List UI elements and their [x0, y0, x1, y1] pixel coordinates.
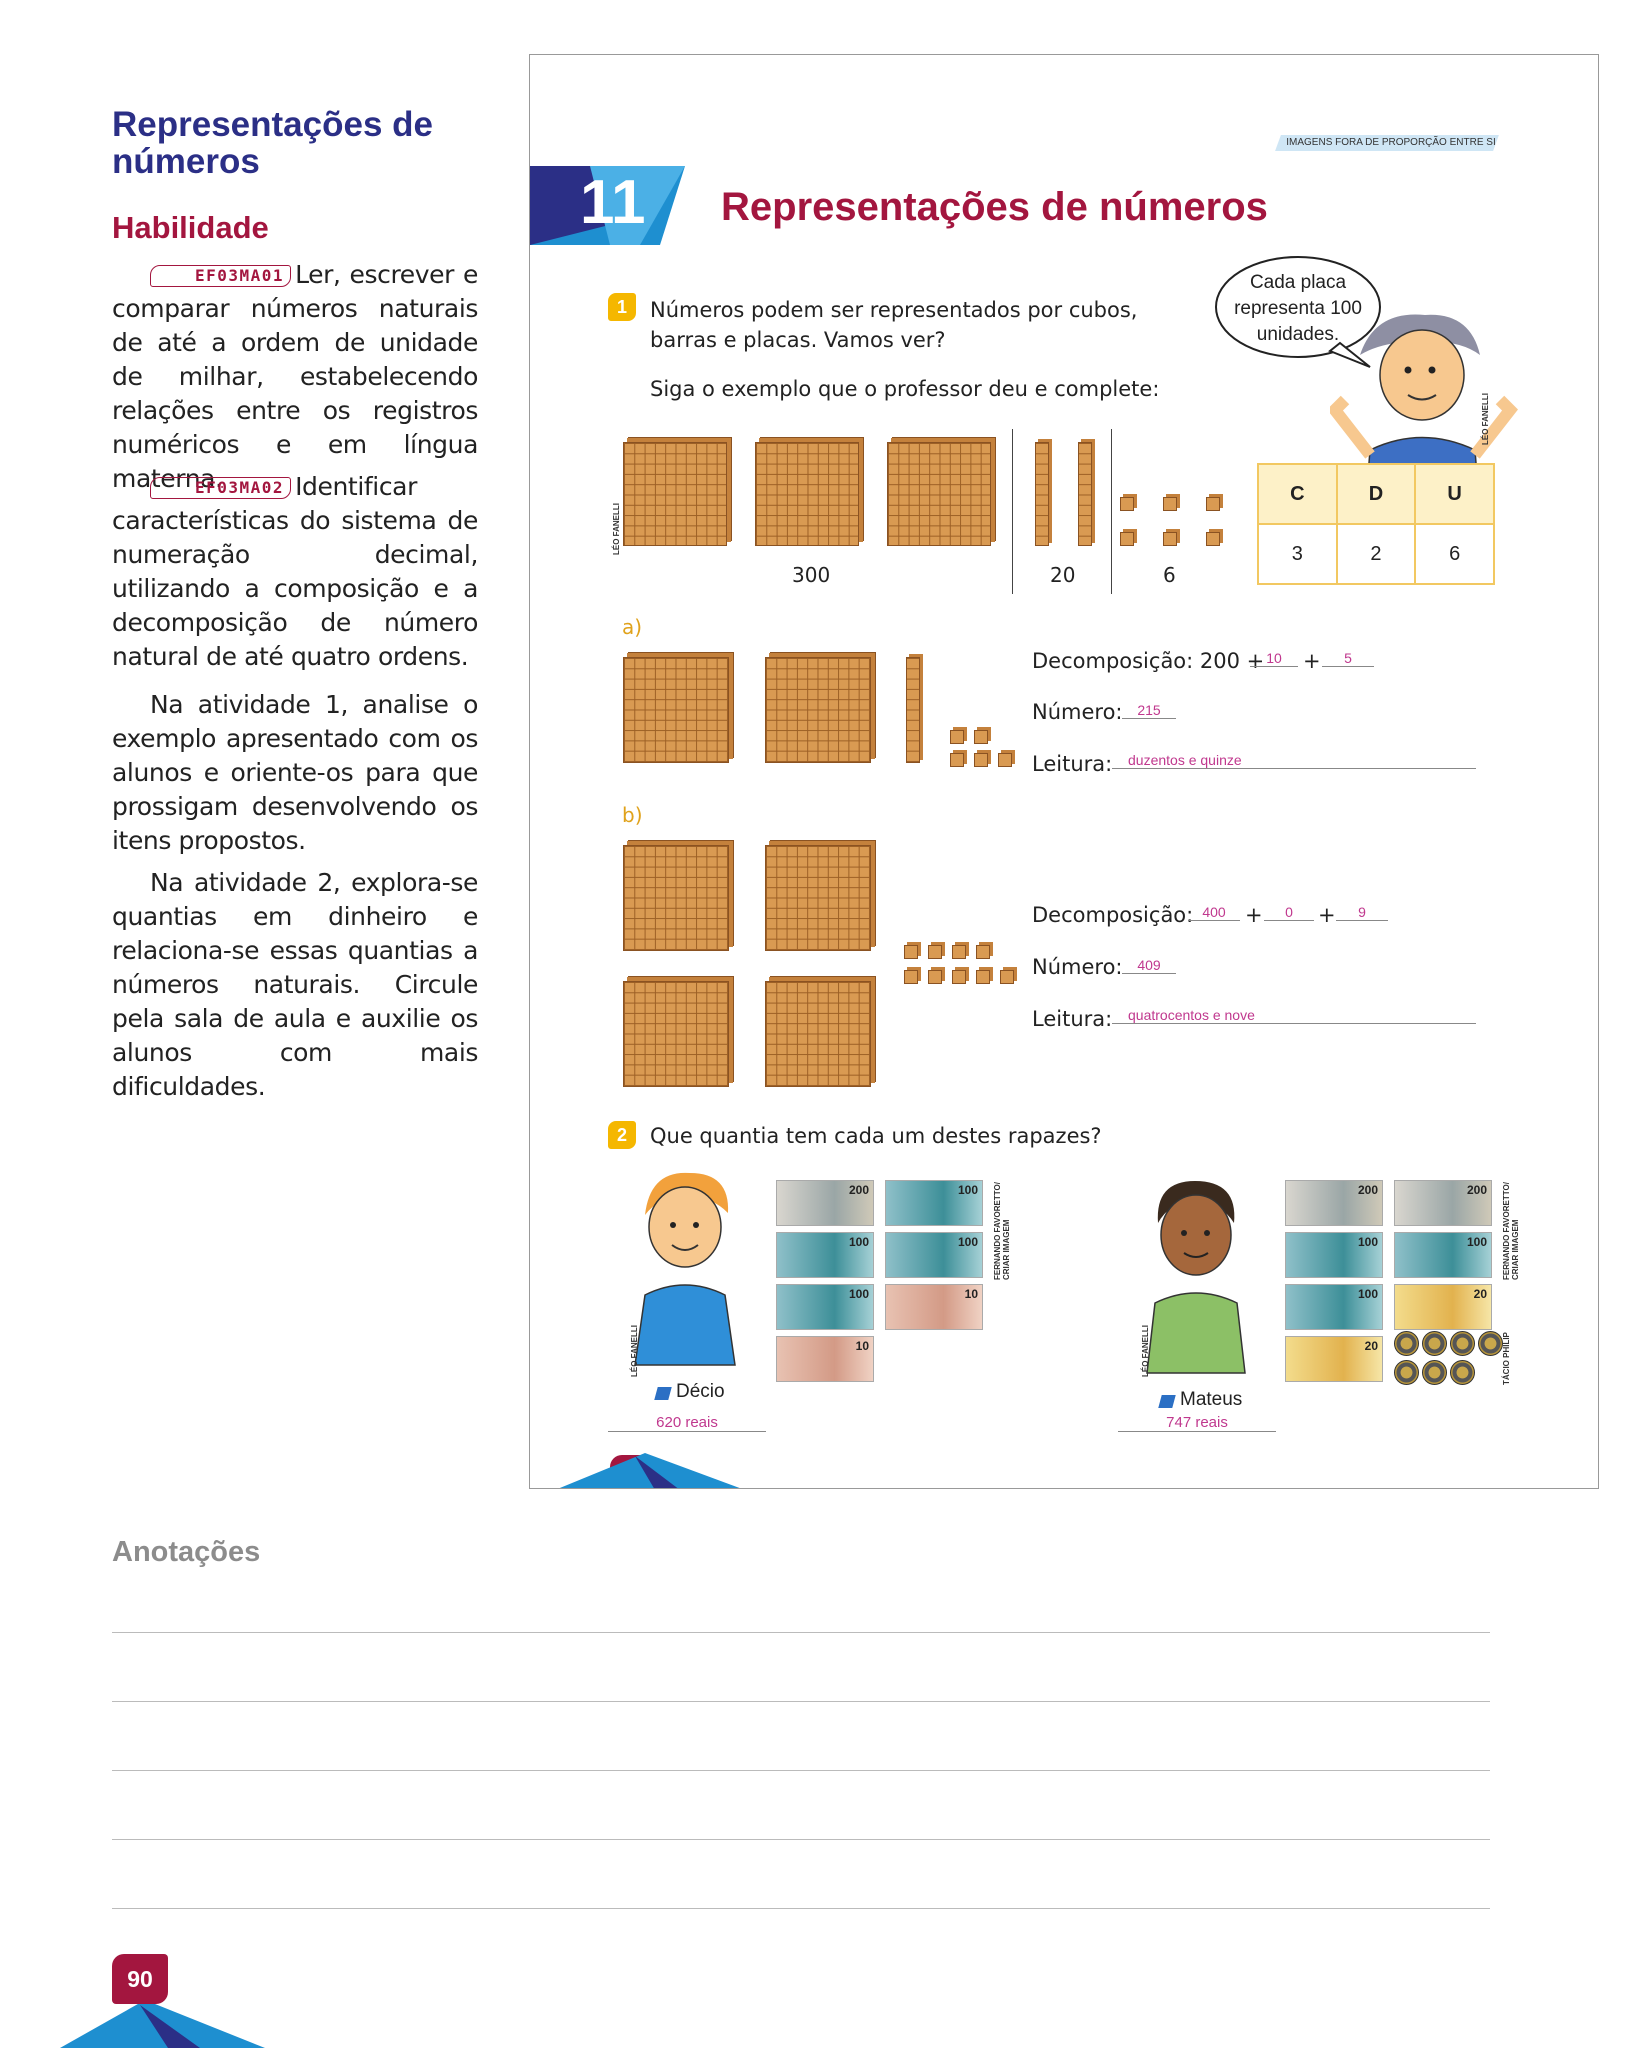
item-a-answer-units[interactable]: 5 [1322, 650, 1374, 667]
unit-cube [928, 945, 942, 959]
plus-sign: + [1303, 649, 1321, 673]
banknote: 100 [1285, 1232, 1383, 1278]
divider [1111, 429, 1112, 594]
cdu-value-u: 6 [1415, 524, 1494, 584]
pencil-icon [654, 1387, 671, 1400]
banknotes-credit: FERNANDO FAVORETTO/ CRIAR IMAGEM [1502, 1182, 1520, 1280]
hundred-plate [887, 442, 991, 546]
unit-cube [998, 753, 1012, 767]
divider [1012, 429, 1013, 594]
banknote: 200 [1394, 1180, 1492, 1226]
question-1-instruction: Siga o exemplo que o professor deu e complete: [650, 377, 1160, 401]
note-line[interactable] [112, 1770, 1490, 1771]
item-b-answer-hundreds[interactable]: 400 [1188, 904, 1240, 921]
banknote: 100 [885, 1232, 983, 1278]
hundred-plate [623, 442, 727, 546]
note-line[interactable] [112, 1908, 1490, 1909]
coins-credit: TÁCIO PHILIP [1502, 1332, 1511, 1385]
boy-1-name: Décio [676, 1381, 725, 1402]
skill-text: Identificar características do sistema de numeração decimal, utilizando a composição e a decomposição de número natural de até quatro ordens. [112, 472, 478, 671]
skill-ef03ma01 [112, 258, 478, 496]
unit-cube [976, 970, 990, 984]
banknote: 20 [1394, 1284, 1492, 1330]
item-a-decomposition-label: Decomposição: 200 + [1032, 649, 1265, 673]
hundred-plate [765, 981, 871, 1087]
coin-icon [1478, 1331, 1503, 1356]
boy-2-answer[interactable]: 747 reais [1118, 1414, 1276, 1432]
notes-heading: Anotações [112, 1536, 261, 1568]
banknote: 200 [776, 1180, 874, 1226]
item-b-answer-units[interactable]: 9 [1336, 904, 1388, 921]
coin-icon [1394, 1331, 1419, 1356]
boy-decio-illustration-icon [630, 1165, 740, 1370]
banknote: 10 [885, 1284, 983, 1330]
example-label-plates: 300 [792, 563, 831, 587]
banknote: 100 [776, 1232, 874, 1278]
skill-text: Ler, escrever e comparar números naturais de até a ordem de unidade de milhar, estabelecendo relações entre os registros numéricos e em língua materna. [112, 260, 478, 493]
item-b-decomposition-label: Decomposição: [1032, 903, 1194, 927]
banknote: 100 [776, 1284, 874, 1330]
hundred-plate [765, 845, 871, 951]
banknotes-credit: FERNANDO FAVORETTO/ CRIAR IMAGEM [993, 1182, 1011, 1280]
illustration-credit: LÉO FANELLI [612, 503, 621, 555]
item-b-reading-answer[interactable]: quatrocentos e nove [1112, 1007, 1476, 1024]
ten-bar [906, 657, 920, 763]
boy-mateus-illustration-icon [1140, 1173, 1250, 1378]
unit-cube [976, 945, 990, 959]
student-page-panel [529, 54, 1599, 1489]
item-b-label: b) [622, 803, 643, 827]
unit-cube [1163, 497, 1177, 511]
coin-icon [1450, 1360, 1475, 1385]
banknote: 100 [885, 1180, 983, 1226]
hundred-plate [623, 657, 729, 763]
illustration-credit: LÉO FANELLI [1481, 393, 1490, 445]
ten-bar [1078, 442, 1092, 546]
page-corner-ribbon-icon [60, 2000, 270, 2048]
hundred-plate [623, 845, 729, 951]
cdu-value-c: 3 [1258, 524, 1337, 584]
unit-cube [1120, 497, 1134, 511]
question-1-badge: 1 [608, 293, 636, 321]
item-a-answer-tens[interactable]: 10 [1250, 650, 1298, 667]
unit-cube [1163, 532, 1177, 546]
question-2-badge: 2 [608, 1121, 636, 1149]
hundred-plate [755, 442, 859, 546]
note-line[interactable] [112, 1839, 1490, 1840]
coin-icon [1450, 1331, 1475, 1356]
unit-cube [1206, 532, 1220, 546]
cdu-header-c: C [1258, 464, 1337, 524]
unit-cube [1120, 532, 1134, 546]
plus-sign: + [1318, 903, 1336, 927]
hundred-plate [623, 981, 729, 1087]
banknote: 100 [1394, 1232, 1492, 1278]
item-b-reading-label: Leitura: [1032, 1007, 1113, 1031]
banknote: 100 [1285, 1284, 1383, 1330]
item-a-number-label: Número: [1032, 700, 1123, 724]
unit-cube [952, 970, 966, 984]
coin-icon [1422, 1360, 1447, 1385]
item-a-label: a) [622, 615, 643, 639]
unit-cube [952, 945, 966, 959]
guide-paragraph: Na atividade 2, explora-se quantias em dinheiro e relaciona-se essas quantias a números naturais. Circule pela sala de aula e auxilie os alunos com mais dificuldades. [112, 868, 478, 1101]
banknote: 200 [1285, 1180, 1383, 1226]
cdu-header-u: U [1415, 464, 1494, 524]
pencil-icon [1158, 1395, 1175, 1408]
guide-paragraph: Na atividade 1, analise o exemplo apresentado com os alunos e oriente-os para que prossigam desenvolvendo os itens propostos. [112, 690, 478, 855]
unit-cube [904, 945, 918, 959]
page-number: 90 [112, 1954, 168, 2004]
speech-bubble-text: Cada placa representa 100 unidades. [1234, 272, 1362, 345]
skill-code-badge: EF03MA01 [150, 265, 291, 287]
ten-bar [1035, 442, 1049, 546]
disclaimer-text: IMAGENS FORA DE PROPORÇÃO ENTRE SI [1286, 137, 1496, 148]
unit-cube [974, 753, 988, 767]
example-label-cubes: 6 [1163, 563, 1176, 587]
coin-icon [1422, 1331, 1447, 1356]
unit-cube [950, 753, 964, 767]
item-a-reading-label: Leitura: [1032, 752, 1113, 776]
illustration-credit: LÉO FANELLI [630, 1325, 639, 1377]
question-1-text: Números podem ser representados por cubos, barras e placas. Vamos ver? [650, 298, 1138, 352]
question-2-text: Que quantia tem cada um destes rapazes? [650, 1124, 1102, 1148]
boy-1-answer[interactable]: 620 reais [608, 1414, 766, 1432]
cdu-table [1257, 463, 1495, 585]
unit-cube [1000, 970, 1014, 984]
unit-cube [950, 730, 964, 744]
coin-icon [1394, 1360, 1419, 1385]
page-corner-ribbon-icon [555, 1453, 755, 1489]
illustration-credit: LÉO FANELLI [1141, 1325, 1150, 1377]
skill-code-badge: EF03MA02 [150, 477, 291, 499]
item-b-number-label: Número: [1032, 955, 1123, 979]
item-b-answer-tens[interactable]: 0 [1264, 904, 1314, 921]
unit-cube [928, 970, 942, 984]
boy-2-name: Mateus [1180, 1389, 1243, 1410]
banknote: 20 [1285, 1336, 1383, 1382]
example-label-bars: 20 [1050, 563, 1076, 587]
item-b-number-answer[interactable]: 409 [1122, 957, 1176, 974]
chapter-title: Representações de números [721, 185, 1268, 229]
chapter-number: 11 [580, 168, 646, 237]
note-line[interactable] [112, 1701, 1490, 1702]
hundred-plate [765, 657, 871, 763]
guide-title: Representações de números [112, 105, 433, 181]
unit-cube [974, 730, 988, 744]
item-a-number-answer[interactable]: 215 [1122, 702, 1176, 719]
unit-cube [904, 970, 918, 984]
cdu-header-d: D [1337, 464, 1416, 524]
item-a-reading-answer[interactable]: duzentos e quinze [1112, 752, 1476, 769]
plus-sign: + [1245, 903, 1263, 927]
note-line[interactable] [112, 1632, 1490, 1633]
skill-heading: Habilidade [112, 210, 269, 245]
banknote: 10 [776, 1336, 874, 1382]
cdu-value-d: 2 [1337, 524, 1416, 584]
skill-ef03ma02 [112, 470, 478, 674]
unit-cube [1206, 497, 1220, 511]
